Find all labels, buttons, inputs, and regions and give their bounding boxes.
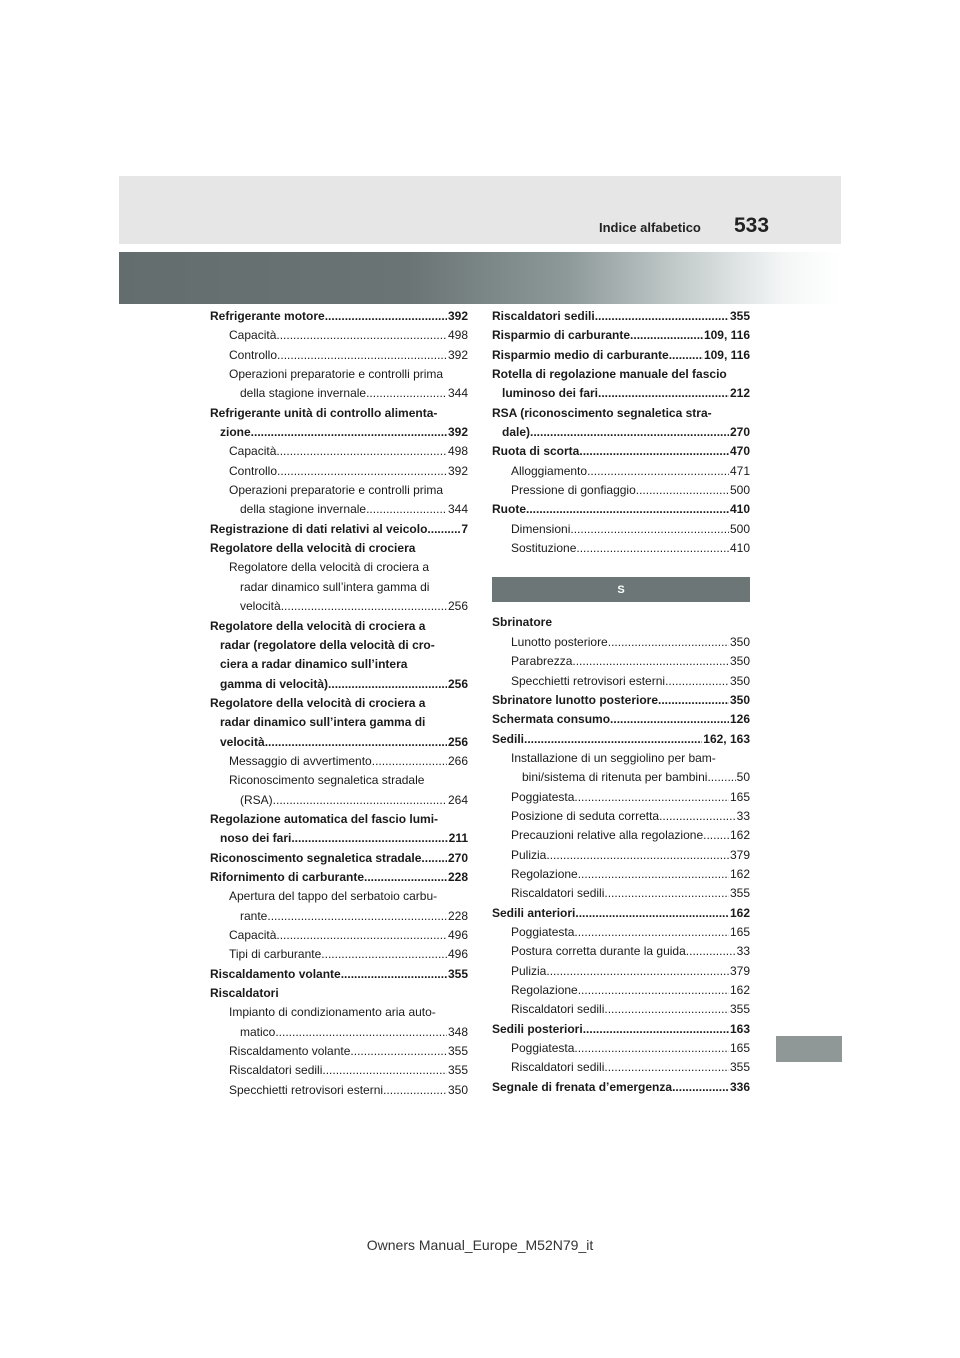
entry-label: Specchietti retrovisori esterni [229,1082,384,1097]
index-subentry [492,1000,750,1019]
entry-label: Alloggiamento [511,463,588,478]
entry-label: Riscaldatori [210,986,279,1001]
entry-page-ref: 471 [729,463,750,478]
entry-page-ref: 256 [447,676,468,691]
header-band [119,176,841,244]
index-entry [210,307,468,326]
entry-label: Sostituzione [511,541,577,556]
index-entry [210,713,468,732]
dot-leader [574,788,729,807]
index-subentry [210,1061,468,1080]
dot-leader [366,500,447,519]
entry-label: Regolatore della velocità di crociera a [210,695,426,710]
dot-leader [341,965,447,984]
index-entry [492,691,750,710]
index-subentry [492,884,750,903]
entry-label: radar dinamico sull’intera gamma di [240,579,430,594]
page-number: 533 [734,214,770,237]
entry-page-ref: 496 [447,947,468,962]
entry-page-ref: 7 [461,521,468,536]
index-entry [492,365,750,384]
dot-leader [672,1078,729,1097]
dot-leader [575,904,729,923]
entry-label: luminoso dei fari [502,386,599,401]
index-column-right [492,307,750,1097]
entry-page-ref: 162 [729,828,750,843]
entry-label: Impianto di condizionamento aria auto- [229,1005,436,1020]
entry-page-ref: 355 [729,1060,750,1075]
entry-label: Postura corretta durante la guida [511,944,686,959]
entry-label: Operazioni preparatorie e controlli prima [229,483,444,498]
entry-page-ref: 350 [729,673,750,688]
entry-page-ref: 126 [729,712,750,727]
entry-page-ref: 344 [447,386,468,401]
entry-page-ref: 410 [729,541,750,556]
dot-leader [251,423,447,442]
entry-label: gamma di velocità) [220,676,329,691]
index-subentry [210,791,468,810]
index-entry [210,849,468,868]
index-subentry [492,846,750,865]
entry-label: Ruota di scorta [492,444,580,459]
dot-leader [595,307,729,326]
entry-label: Registrazione di dati relativi al veicolo [210,521,428,536]
index-entry [210,617,468,636]
entry-page-ref: 350 [447,1082,468,1097]
letter-heading-s: S [492,577,750,602]
dot-leader [267,907,447,926]
entry-label: Regolatore della velocità di crociera a [229,560,430,575]
entry-label: Sedili anteriori [492,905,576,920]
index-entry [210,829,468,848]
entry-label: Schermata consumo [492,712,611,727]
dot-leader [686,942,736,961]
index-column-left [210,307,468,1100]
dot-leader [524,730,702,749]
entry-label: Sbrinatore lunotto posteriore [492,692,659,707]
entry-label: Capacità [229,328,277,343]
entry-page-ref: 344 [447,502,468,517]
dot-leader [427,520,460,539]
entry-label: bini/sistema di ritenuta per bambini [522,770,708,785]
footer-doc-id: Owners Manual_Europe_M52N79_it [366,1237,594,1253]
entry-label: Riscaldatori sedili [229,1063,323,1078]
index-subentry [492,981,750,1000]
index-subentry [210,752,468,771]
index-entry [210,675,468,694]
entry-label: Riconoscimento segnaletica stradale [210,850,422,865]
entry-label: Riconoscimento segnaletica stradale [229,773,425,788]
dot-leader [350,1042,447,1061]
index-subentry [492,652,750,671]
index-entry [210,539,468,558]
index-subentry [210,326,468,345]
entry-page-ref: 212 [729,386,750,401]
dot-leader [273,791,447,810]
dot-leader [276,926,447,945]
index-subentry [492,807,750,826]
dot-leader [281,597,447,616]
entry-label: Regolatore della velocità di crociera a [210,618,426,633]
index-subentry [492,749,750,768]
dot-leader [372,752,447,771]
entry-label: Risparmio medio di carburante [492,347,669,362]
index-entry [492,613,750,632]
index-subentry [210,907,468,926]
dot-leader [574,923,729,942]
entry-label: Riscaldamento volante [210,966,341,981]
index-subentry [492,1058,750,1077]
entry-page-ref: 498 [447,328,468,343]
dot-leader [574,1039,729,1058]
entry-label: (RSA) [240,792,273,807]
entry-label: Sedili [492,731,525,746]
entry-label: Controllo [229,347,278,362]
index-entry [210,868,468,887]
entry-page-ref: 228 [447,869,468,884]
entry-page-ref: 355 [729,1002,750,1017]
index-subentry [492,768,750,787]
entry-page-ref: 165 [729,789,750,804]
dot-leader [659,807,736,826]
entry-label: radar dinamico sull’intera gamma di [220,715,426,730]
entry-page-ref: 162 [729,983,750,997]
dot-leader [530,423,729,442]
entry-page-ref: 355 [447,1063,468,1078]
index-subentry [492,481,750,500]
entry-page-ref: 392 [447,347,468,362]
dot-leader [325,307,447,326]
dot-leader [265,733,447,752]
entry-label: Regolatore della velocità di crociera [210,541,416,556]
index-subentry [210,945,468,964]
entry-page-ref: 355 [447,1044,468,1059]
dot-leader [658,691,729,710]
dot-leader [707,768,735,787]
entry-label: Installazione di un seggiolino per bam- [511,750,716,765]
entry-label: Sedili posteriori [492,1021,583,1036]
entry-page-ref: 350 [729,634,750,649]
index-entry [492,346,750,365]
entry-label: ciera a radar dinamico sull’intera [220,657,408,672]
entry-page-ref: 109, 116 [703,328,750,343]
entry-page-ref: 165 [729,924,750,939]
entry-label: rante [240,908,268,923]
entry-label: Poggiatesta [511,1041,575,1056]
dot-leader [275,1023,447,1042]
dot-leader [276,326,447,345]
index-subentry [210,442,468,461]
index-entry [492,404,750,423]
index-entry [492,904,750,923]
index-entry [210,520,468,539]
entry-page-ref: 162, 163 [703,731,750,746]
index-subentry [492,826,750,845]
entry-page-ref: 355 [729,886,750,901]
entry-label: Tipi di carburante [229,947,322,962]
entry-page-ref: 336 [729,1079,750,1094]
entry-label: della stagione invernale [240,386,367,401]
entry-label: Rifornimento di carburante [210,869,365,884]
entry-page-ref: 498 [447,444,468,459]
entry-page-ref: 496 [447,928,468,942]
dot-leader [610,710,729,729]
thumb-index-tab [776,1036,842,1062]
index-entry [492,1078,750,1097]
entry-label: radar (regolatore della velocità di cro- [220,637,435,652]
entry-label: Pulizia [511,963,547,978]
entry-label: Riscaldatori sedili [511,1060,605,1075]
dot-leader [587,462,729,481]
index-subentry [492,942,750,961]
entry-page-ref: 270 [729,425,750,440]
entry-page-ref: 348 [447,1024,468,1039]
entry-page-ref: 256 [447,734,468,749]
dot-leader [576,539,729,558]
index-subentry [210,926,468,945]
entry-page-ref: 33 [736,808,750,823]
entry-page-ref: 162 [729,905,750,920]
dot-leader [526,500,729,519]
entry-label: Posizione di seduta corretta [511,808,660,823]
index-list-r-top [492,307,750,558]
dot-leader [604,1000,729,1019]
entry-label: Pressione di gonfiaggio [511,483,636,498]
index-subentry [492,462,750,481]
index-entry [210,810,468,829]
index-list-s [492,613,750,1097]
index-subentry [492,923,750,942]
entry-label: RSA (riconoscimento segnaletica stra- [492,405,712,420]
index-entry [210,423,468,442]
index-entry [210,404,468,423]
index-subentry [210,887,468,906]
dot-leader [608,633,729,652]
dot-leader [665,672,729,691]
index-subentry [210,597,468,616]
index-subentry [210,578,468,597]
entry-label: Segnale di frenata d’emergenza [492,1079,673,1094]
entry-label: Poggiatesta [511,924,575,939]
index-subentry [492,1039,750,1058]
index-subentry [210,346,468,365]
entry-page-ref: 162 [729,866,750,881]
entry-label: Controllo [229,463,278,478]
dot-leader [572,652,729,671]
entry-page-ref: 410 [729,502,750,517]
entry-page-ref: 392 [447,463,468,478]
index-subentry [210,1081,468,1100]
entry-page-ref: 350 [729,654,750,669]
index-subentry [210,558,468,577]
index-subentry [210,384,468,403]
entry-page-ref: 270 [447,850,468,865]
entry-label: matico [240,1024,276,1039]
entry-label: Riscaldatori sedili [511,1002,605,1017]
entry-page-ref: 350 [729,692,750,707]
dot-leader [366,384,447,403]
entry-page-ref: 264 [447,792,468,807]
dot-leader [583,1020,729,1039]
entry-label: Capacità [229,444,277,459]
entry-label: Regolazione automatica del fascio lumi- [210,811,439,826]
entry-page-ref: 266 [447,753,468,768]
dot-leader [604,884,729,903]
entry-label: Risparmio di carburante [492,328,631,343]
dot-leader [669,346,703,365]
index-subentry [492,962,750,981]
entry-page-ref: 50 [736,770,750,785]
dot-leader [383,1081,447,1100]
entry-label: Refrigerante unità di controllo alimenta- [210,405,438,420]
entry-page-ref: 355 [729,309,750,323]
index-subentry [210,500,468,519]
entry-label: Capacità [229,928,277,942]
entry-label: Riscaldatori sedili [492,309,595,323]
entry-label: Precauzioni relative alla regolazione [511,828,704,843]
entry-label: Sbrinatore [492,615,553,630]
index-entry [492,442,750,461]
dot-leader [636,481,729,500]
dot-leader [328,675,447,694]
index-entry [492,423,750,442]
index-subentry [492,633,750,652]
entry-label: Parabrezza [511,654,573,669]
entry-label: noso dei fari [220,831,292,846]
index-entry [492,710,750,729]
entry-label: velocità [220,734,265,749]
entry-page-ref: 392 [447,425,468,440]
entry-label: zione [220,425,251,440]
index-entry [492,730,750,749]
index-entry [210,636,468,655]
entry-page-ref: 500 [729,483,750,498]
index-entry [210,965,468,984]
index-subentry [492,520,750,539]
entry-label: dale) [502,425,531,440]
entry-label: Ruote [492,502,526,517]
entry-label: Pulizia [511,847,547,862]
dot-leader [321,945,447,964]
entry-label: Riscaldamento volante [229,1044,351,1059]
entry-page-ref: 33 [736,944,750,959]
index-subentry [210,1023,468,1042]
entry-page-ref: 109, 116 [703,347,750,362]
entry-label: Refrigerante motore [210,309,325,323]
index-subentry [210,1042,468,1061]
index-entry [210,984,468,1003]
dot-leader [598,384,729,403]
index-subentry [210,1003,468,1022]
entry-label: Operazioni preparatorie e controlli prima [229,367,444,382]
dot-leader [579,442,729,461]
index-entry [492,1020,750,1039]
dot-leader [546,846,729,865]
dot-leader [277,462,447,481]
entry-label: Regolazione [511,866,578,881]
section-title: Indice alfabetico [599,220,701,235]
entry-page-ref: 500 [729,521,750,536]
entry-page-ref: 211 [448,831,468,846]
entry-page-ref: 379 [729,963,750,978]
index-entry [492,384,750,403]
entry-label: Messaggio di avvertimento [229,753,372,768]
index-entry [492,500,750,519]
entry-page-ref: 256 [447,599,468,614]
dot-leader [604,1058,729,1077]
index-entry [492,307,750,326]
entry-label: Riscaldatori sedili [511,886,605,901]
index-subentry [210,771,468,790]
entry-label: Specchietti retrovisori esterni [511,673,666,688]
dot-leader [276,442,447,461]
dot-leader [578,865,729,884]
dot-leader [277,346,447,365]
entry-page-ref: 470 [729,444,750,459]
index-subentry [210,462,468,481]
index-subentry [492,788,750,807]
index-entry [210,694,468,713]
entry-label: Rotella di regolazione manuale del fascio [492,367,727,382]
index-entry [210,733,468,752]
dot-leader [578,981,729,1000]
dot-leader [570,520,729,539]
entry-label: Poggiatesta [511,789,575,804]
dot-leader [421,849,447,868]
entry-label: Dimensioni [511,521,571,536]
entry-page-ref: 355 [447,966,468,981]
index-subentry [492,539,750,558]
dot-leader [291,829,447,848]
index-subentry [210,481,468,500]
dot-leader [703,826,729,845]
index-entry [492,326,750,345]
entry-page-ref: 228 [447,908,468,923]
header-gradient-bar [119,252,841,304]
entry-label: Regolazione [511,983,578,997]
entry-page-ref: 165 [729,1041,750,1056]
entry-page-ref: 379 [729,847,750,862]
dot-leader [630,326,703,345]
dot-leader [322,1061,447,1080]
index-subentry [492,865,750,884]
index-subentry [492,672,750,691]
dot-leader [546,962,729,981]
index-subentry [210,365,468,384]
entry-label: Lunotto posteriore [511,634,608,649]
entry-page-ref: 163 [729,1021,750,1036]
index-entry [210,655,468,674]
entry-label: Apertura del tappo del serbatoio carbu- [229,889,438,904]
entry-label: della stagione invernale [240,502,367,517]
entry-label: velocità [240,599,281,614]
entry-page-ref: 392 [447,309,468,323]
dot-leader [364,868,447,887]
